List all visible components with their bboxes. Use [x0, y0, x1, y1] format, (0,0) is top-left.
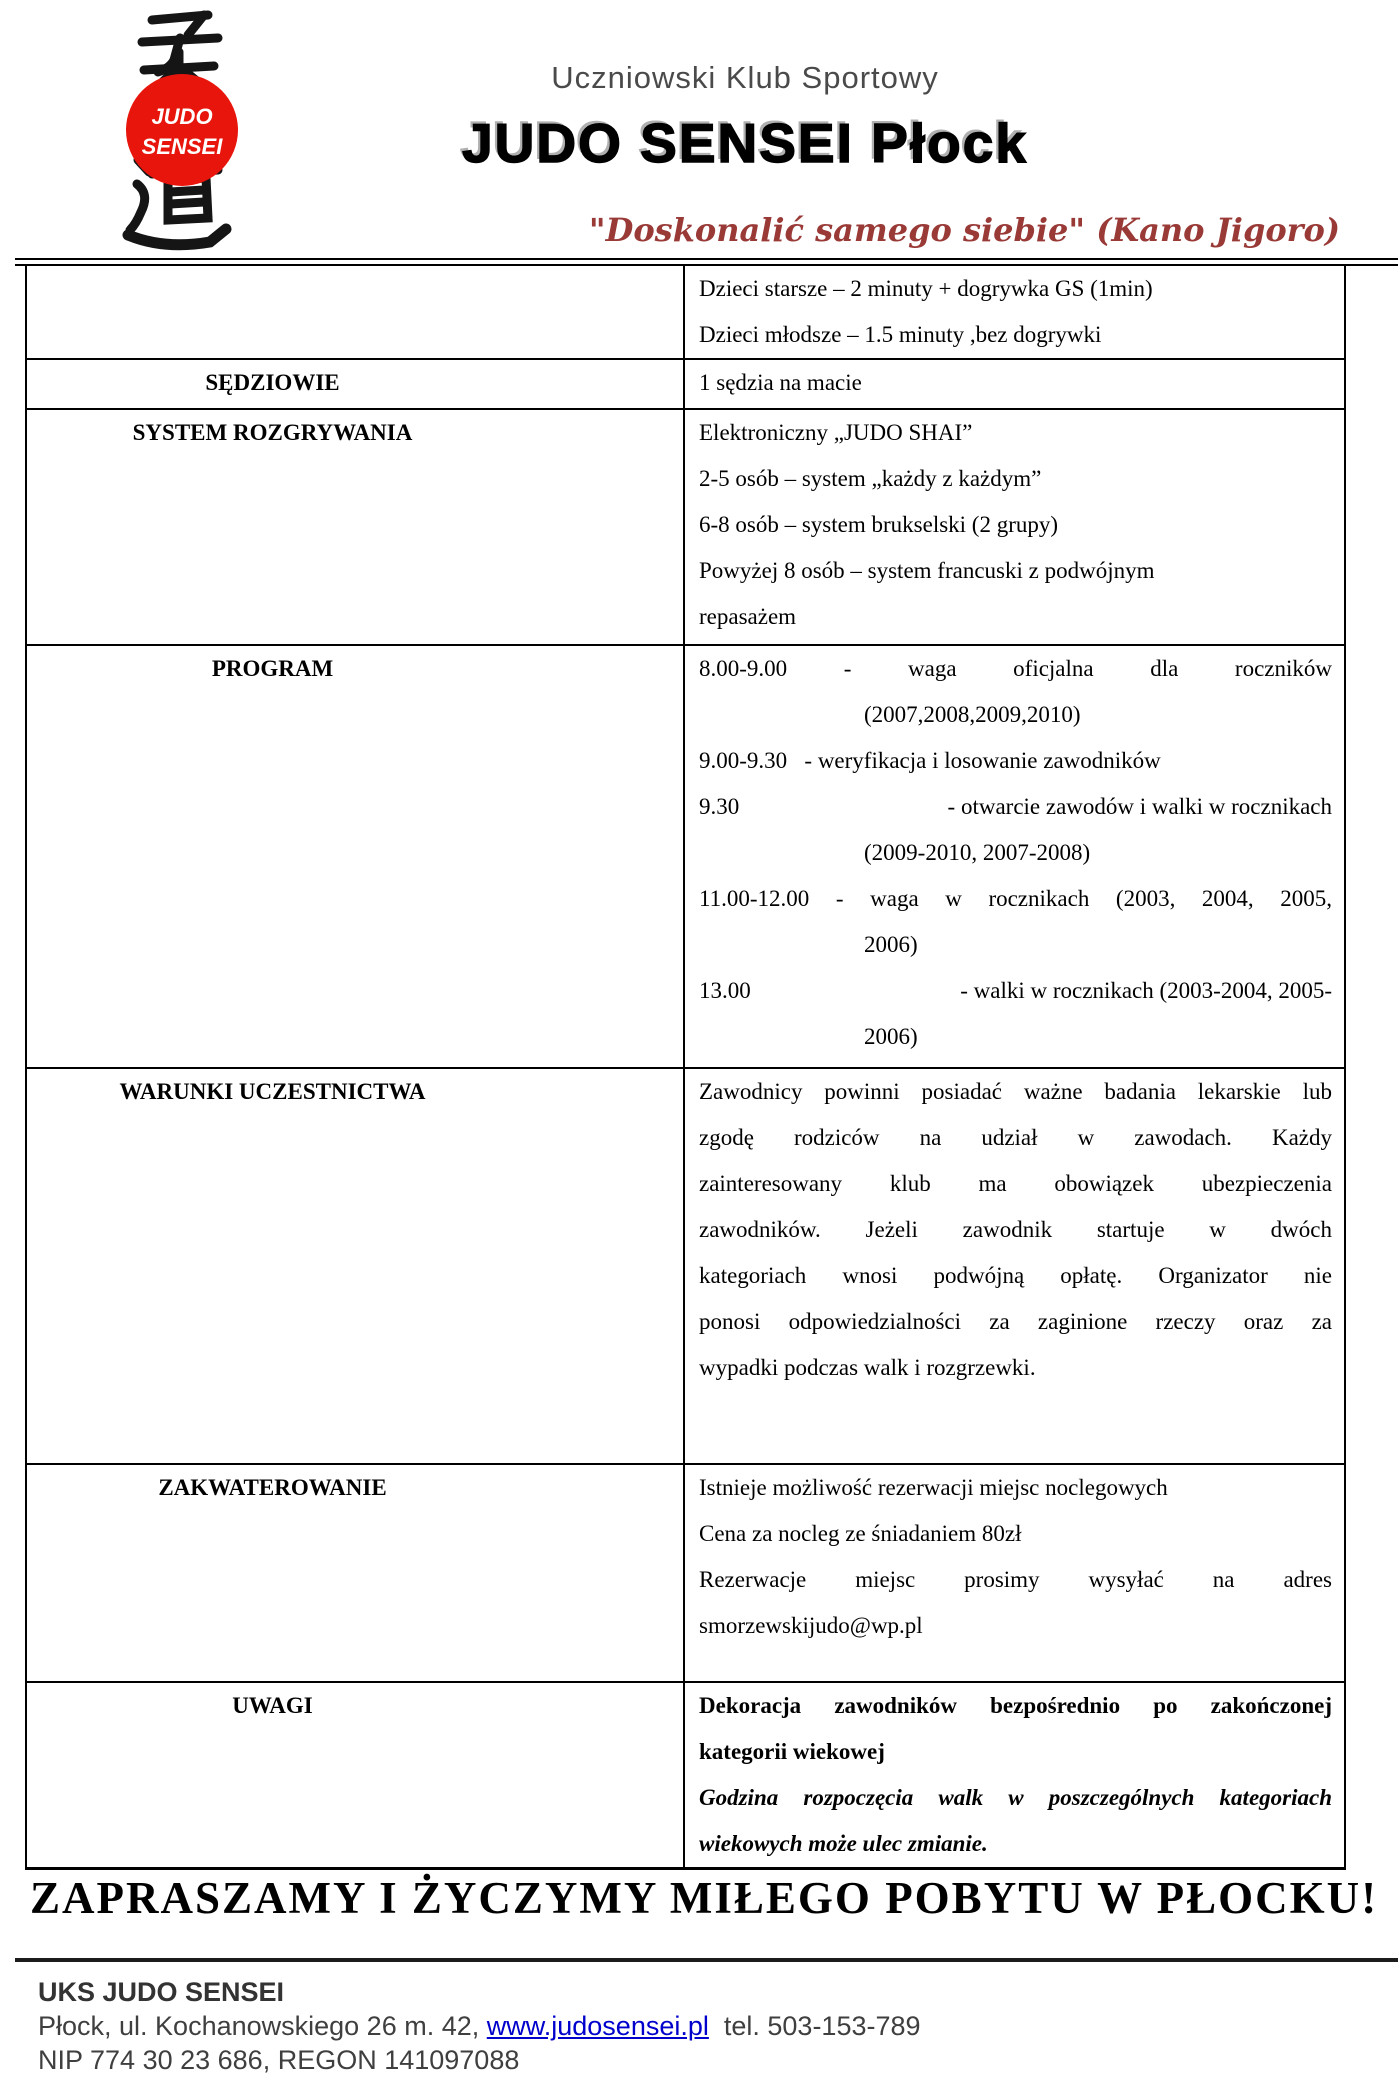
footer: [38, 1975, 1368, 2077]
closing-invitation: ZAPRASZAMY I ŻYCZYMY MIŁEGO POBYTU W PŁOCKU!: [30, 1873, 1379, 1923]
time-label: 9.30: [699, 794, 740, 819]
content-line: Elektroniczny „JUDO SHAI”: [699, 420, 973, 445]
club-name: Uczniowski Klub Sportowy: [551, 60, 939, 95]
footer-nip-line: NIP 774 30 23 686, REGON 141097088: [38, 2045, 520, 2075]
content-line: 2-5 osób – system „każdy z każdym”: [699, 466, 1042, 491]
content-line: Zawodnicy powinni posiadać ważne badania lekarskie lub: [699, 1079, 1332, 1104]
row-label: UWAGI: [26, 1682, 684, 1869]
table-row: [26, 359, 1345, 409]
content-line: kategoriach wnosi podwójną opłatę. Organizator nie: [699, 1263, 1332, 1288]
row-content: [684, 265, 1345, 359]
footer-org-name: UKS JUDO SENSEI: [38, 1977, 285, 2007]
footer-rule: [15, 1958, 1398, 1962]
info-table-body: [26, 265, 1345, 1869]
row-label: PROGRAM: [26, 645, 684, 1068]
motto: "Doskonalić samego siebie" (Kano Jigoro): [588, 211, 1340, 249]
table-row: [26, 645, 1345, 1068]
row-content: [684, 409, 1345, 645]
content-line: zainteresowany klub ma obowiązek ubezpieczenia: [699, 1171, 1332, 1196]
logo-text-bottom: SENSEI: [141, 134, 223, 159]
row-label: WARUNKI UCZESTNICTWA: [26, 1068, 684, 1464]
table-row: [26, 1464, 1345, 1682]
content-line: [699, 784, 1332, 830]
time-description: - otwarcie zawodów i walki w rocznikach: [947, 794, 1332, 819]
time-label: 13.00: [699, 978, 751, 1003]
logo-text-top: JUDO: [151, 104, 213, 129]
website-link[interactable]: www.judosensei.pl: [486, 2011, 709, 2041]
row-content: [684, 1464, 1345, 1682]
row-label: SĘDZIOWIE: [26, 359, 684, 409]
footer-phone: tel. 503-153-789: [708, 2011, 921, 2041]
content-line: 2006): [864, 932, 918, 957]
table-row: [26, 409, 1345, 645]
row-content: [684, 359, 1345, 409]
table-row: [26, 265, 1345, 359]
content-line: 2006): [864, 1024, 918, 1049]
table-row: [26, 1068, 1345, 1464]
content-line: 11.00-12.00 - waga w rocznikach (2003, 2004, 2005,: [699, 886, 1332, 911]
header: [90, 60, 1400, 172]
row-content: [684, 645, 1345, 1068]
content-line: [699, 968, 1332, 1014]
table-row: [26, 1682, 1345, 1869]
content-line: Dekoracja zawodników bezpośrednio po zakończonej: [699, 1693, 1332, 1718]
row-content: [684, 1682, 1345, 1869]
content-line: Powyżej 8 osób – system francuski z podwójnym: [699, 558, 1155, 583]
content-line: (2009-2010, 2007-2008): [864, 840, 1091, 865]
content-line: ponosi odpowiedzialności za zaginione rzeczy oraz za: [699, 1309, 1332, 1334]
content-line: wiekowych może ulec zmianie.: [699, 1831, 988, 1856]
content-line: repasażem: [699, 604, 797, 629]
time-description: - walki w rocznikach (2003-2004, 2005-: [960, 978, 1332, 1003]
content-line: Dzieci młodsze – 1.5 minuty ,bez dogrywki: [699, 322, 1102, 347]
content-line: smorzewskijudo@wp.pl: [699, 1613, 923, 1638]
content-line: Istnieje możliwość rezerwacji miejsc noclegowych: [699, 1475, 1168, 1500]
content-line: 1 sędzia na macie: [699, 370, 862, 395]
row-label: [26, 265, 684, 359]
content-line: Cena za nocleg ze śniadaniem 80zł: [699, 1521, 1022, 1546]
footer-address-line: [38, 2009, 1368, 2043]
content-line: (2007,2008,2009,2010): [864, 702, 1081, 727]
footer-address-prefix: Płock, ul. Kochanowskiego 26 m. 42,: [38, 2011, 487, 2041]
info-table: [25, 264, 1346, 1870]
row-label: ZAKWATEROWANIE: [26, 1464, 684, 1682]
content-line: kategorii wiekowej: [699, 1739, 885, 1764]
content-line: Dzieci starsze – 2 minuty + dogrywka GS (1min): [699, 276, 1153, 301]
row-label: SYSTEM ROZGRYWANIA: [26, 409, 684, 645]
content-line: wypadki podczas walk i rozgrzewki.: [699, 1355, 1036, 1380]
content-line: 9.00-9.30 - weryfikacja i losowanie zawodników: [699, 748, 1161, 773]
content-line: Rezerwacje miejsc prosimy wysyłać na adres: [699, 1567, 1332, 1592]
content-line: 6-8 osób – system brukselski (2 grupy): [699, 512, 1059, 537]
page-title: JUDO SENSEI Płock: [462, 112, 1028, 174]
content-line: zgodę rodziców na udział w zawodach. Każdy: [699, 1125, 1332, 1150]
row-content: [684, 1068, 1345, 1464]
content-line: zawodników. Jeżeli zawodnik startuje w dwóch: [699, 1217, 1332, 1242]
content-line: 8.00-9.00 - waga oficjalna dla roczników: [699, 656, 1332, 681]
content-line: Godzina rozpoczęcia walk w poszczególnych kategoriach: [699, 1785, 1332, 1810]
